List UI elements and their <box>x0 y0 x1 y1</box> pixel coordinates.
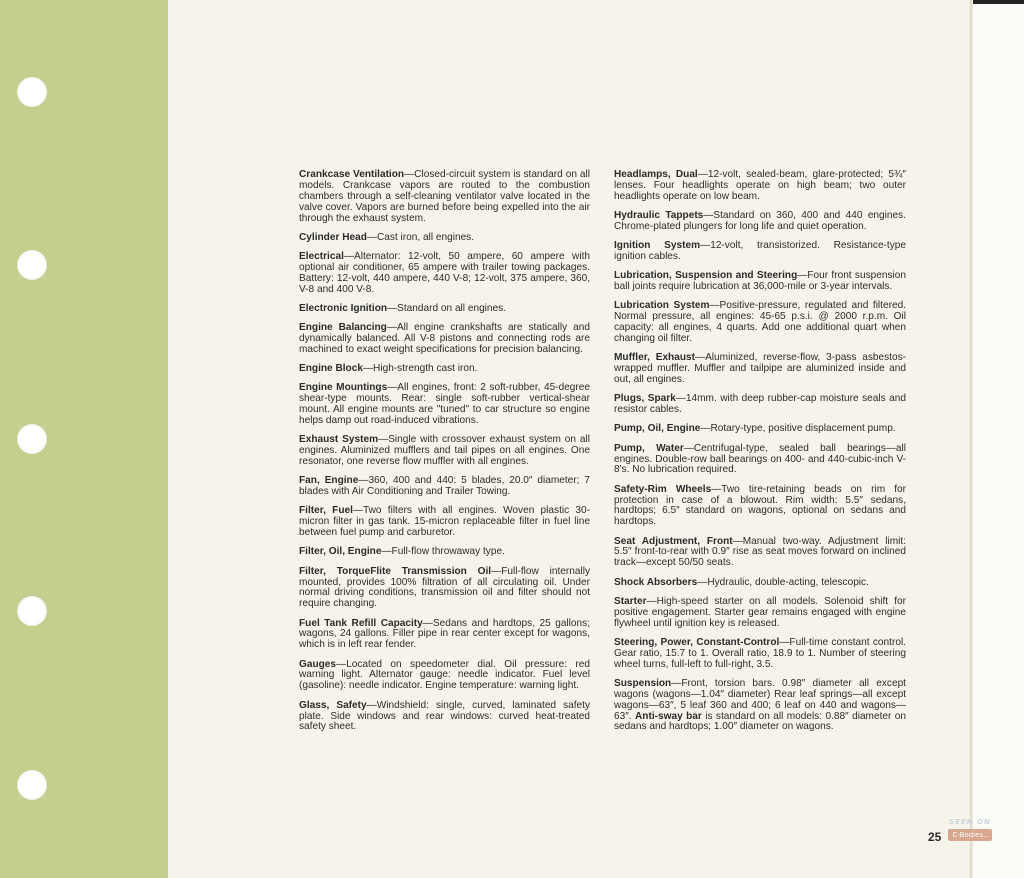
spec-term: Anti-sway bar <box>635 710 702 722</box>
spec-entry <box>614 597 906 630</box>
spec-entry <box>614 353 906 386</box>
binder-hole <box>17 250 47 280</box>
spec-entry <box>614 241 906 263</box>
watermark-top-text: SEEN ON <box>949 818 991 826</box>
spec-term: Plugs, Spark <box>614 393 676 405</box>
spec-term: Lubrication, Suspension and Steering <box>614 270 798 282</box>
spec-description: —Full-time constant control. Gear ratio, 15.7 to 1. Overall ratio, 18.9 to 1. Number of steering wheel turns, full-left to full-right, 3.5. <box>614 636 906 670</box>
spec-description: —12-volt, transistorized. Resistance-type ignition cables. <box>614 240 906 263</box>
spec-description: —Manual two-way. Adjustment limit: 5.5″ front-to-rear with 0.9″ rise as seat moves forward on inclined track—except 50/50 seats. <box>614 535 906 569</box>
spec-term: Lubrication System <box>614 300 710 312</box>
spec-description: —Windshield: single, curved, laminated safety plate. Side windows and rear windows: curved heat-treated safety sheet. <box>299 699 590 733</box>
spec-term: Shock Absorbers <box>614 576 698 588</box>
spec-term: Cylinder Head <box>299 231 367 243</box>
spec-entry <box>614 170 906 203</box>
spec-description: —Two tire-retaining beads on rim for protection in case of a blowout. Rim width: 5.5″ sedans, hardtops; 6.5″ standard on wagons, optional on sedans and hardtops. <box>614 483 906 528</box>
spec-term: Pump, Water <box>614 442 684 454</box>
spec-term: Suspension <box>614 677 672 689</box>
spec-description: —All engine crankshafts are statically and dynamically balanced. All V-8 pistons and connecting rods are machined to exact weight specifications for precision balancing. <box>299 322 590 355</box>
spec-entry <box>614 485 906 529</box>
spec-description: —Two filters with all engines. Woven plastic 30-micron filter in gas tank. 15-micron replaceable filter in fuel line between fuel pump and carburetor. <box>299 505 590 539</box>
binder-strip <box>0 0 168 878</box>
spec-term: Filter, Fuel <box>299 505 353 517</box>
spec-term: Headlamps, Dual <box>614 169 698 180</box>
binder-hole <box>17 770 47 800</box>
spec-description: —Front, torsion bars. 0.98″ diameter all except wagons (wagons—1.04″ diameter) Rear leaf springs—all except wagons—63″, 5 leaf 360 and 400; 6 leaf on 440 and wagons—63″. <box>614 677 906 722</box>
binder-hole <box>17 424 47 454</box>
spec-term: Filter, TorqueFlite Transmission Oil <box>299 565 492 577</box>
spec-description: —14mm. with deep rubber-cap moisture seals and resistor cables. <box>614 393 906 416</box>
spec-column-left <box>299 170 590 742</box>
spec-description: —High-speed starter on all models. Solenoid shift for positive engagement. Starter gear remains engaged with engine flywheel until ignition key is released. <box>614 595 906 629</box>
spec-description: —Standard on all engines. <box>387 302 507 314</box>
spec-entry <box>299 323 590 356</box>
spec-term: Muffler, Exhaust <box>614 352 695 364</box>
spec-description: —Full-flow throwaway type. <box>381 546 505 558</box>
spec-entry <box>299 660 590 693</box>
spec-term: Engine Mountings <box>299 382 388 394</box>
spec-entry <box>614 301 906 345</box>
spec-entry <box>299 304 590 315</box>
spec-description: —All engines, front: 2 soft-rubber, 45-degree shear-type mounts. Rear: single soft-rubber vertical-shear mount. All engine mounts are "tuned" to car structure so engine helps damp out road-induced vibrations. <box>299 382 591 427</box>
spec-description: —Positive-pressure, regulated and filtered. Normal pressure, all engines: 45-65 p.s.i. @ 2000 r.p.m. Oil capacity: all engines, 4 quarts. Add one additional quart when changing oil filter. <box>614 300 906 345</box>
spec-entry <box>614 211 906 233</box>
top-edge-bar <box>973 0 1024 4</box>
spec-entry <box>299 252 590 296</box>
spec-term: Starter <box>614 595 647 607</box>
spec-description: —Centrifugal-type, sealed ball bearings—all engines. Double-row ball bearings on 400- and 440-cubic-inch V-8's. No lubrication required. <box>614 442 906 476</box>
spec-entry <box>299 170 590 225</box>
spec-description: —Located on speedometer dial. Oil pressure: red warning light. Alternator gauge: needle indicator. Fuel level (gasoline): needle indicator. Engine temperature: warning light. <box>299 658 590 692</box>
spec-entry <box>614 424 906 435</box>
spec-description: —360, 400 and 440: 5 blades, 20.0″ diameter; 7 blades with Air Conditioning and Trailer Towing. <box>299 475 590 498</box>
spec-term: Pump, Oil, Engine <box>614 423 701 435</box>
page-number: 25 <box>928 830 942 844</box>
spec-term: Exhaust System <box>299 434 379 446</box>
spec-entry <box>299 233 590 244</box>
spec-term: Engine Balancing <box>299 322 387 334</box>
spec-term: Electronic Ignition <box>299 302 388 314</box>
spec-term: Electrical <box>299 251 344 263</box>
spec-entry <box>299 701 590 734</box>
spec-description: —Alternator: 12-volt, 50 ampere, 60 ampere with optional air conditioner, 65 ampere with trailer towing packages. Battery: 12-volt, 440 ampere, 440 V-8; 12-volt, 375 ampere, 360, V-8 and 400 V-8. <box>299 251 590 295</box>
spec-entry <box>614 394 906 416</box>
spec-description: —Cast iron, all engines. <box>366 231 475 243</box>
spec-term: Crankcase Ventilation <box>299 169 405 180</box>
spec-description: —Single with crossover exhaust system on all engines. Aluminized mufflers and tail pipes on all engines. One resonator, one reverse flow muffler with all engines. <box>299 434 591 468</box>
right-margin <box>973 0 1024 878</box>
spec-entry <box>299 506 590 539</box>
spec-term: Glass, Safety <box>299 699 367 711</box>
spec-term: Engine Block <box>299 363 363 375</box>
spec-description: —Full-flow internally mounted, provides 100% filtration of all circulating oil. Under normal driving conditions, transmission oil and filter should not require changing. <box>299 565 590 610</box>
spec-entry <box>299 435 590 468</box>
spec-entry <box>614 537 906 570</box>
binder-hole <box>17 77 47 107</box>
spec-description: —Sedans and hardtops, 25 gallons; wagons, 24 gallons. Filler pipe in rear center except for wagons, which is in left rear fender. <box>299 617 590 651</box>
spec-term: Filter, Oil, Engine <box>299 546 382 558</box>
binder-hole <box>17 596 47 626</box>
spec-entry <box>614 578 906 589</box>
spec-description: —Aluminized, reverse-flow, 3-pass asbestos-wrapped muffler. Muffler and tailpipe are aluminized inside and out, all engines. <box>614 352 906 386</box>
spec-description: —Rotary-type, positive displacement pump. <box>700 423 896 435</box>
watermark-logo[interactable] <box>943 818 997 854</box>
watermark-bottom-text: C-Bodies.. <box>948 829 991 841</box>
spec-entry <box>299 364 590 375</box>
spec-entry <box>299 547 590 558</box>
spec-term: Gauges <box>299 658 337 670</box>
spec-description: —High-strength cast iron. <box>362 363 478 375</box>
spec-entry <box>614 638 906 671</box>
spec-entry <box>614 271 906 293</box>
spec-term: Fan, Engine <box>299 475 359 487</box>
spec-entry <box>299 476 590 498</box>
spec-entry <box>299 383 590 427</box>
spec-description: —12-volt, sealed-beam, glare-protected; 5¾″ lenses. Four headlights operate on high beam; two outer headlights operate on low beam. <box>614 169 906 202</box>
spec-description: —Four front suspension ball joints require lubrication at 36,000-mile or 3-year intervals. <box>614 270 906 293</box>
spec-term: Hydraulic Tappets <box>614 210 704 222</box>
spec-term: Safety-Rim Wheels <box>614 483 712 495</box>
spec-term: Seat Adjustment, Front <box>614 535 733 547</box>
spec-description: is standard on all models: 0.88″ diameter on sedans and hardtops; 1.00″ diameter on wagons. <box>614 710 906 733</box>
spec-description: —Standard on 360, 400 and 440 engines. Chrome-plated plungers for long life and quiet operation. <box>614 210 906 232</box>
spec-entry <box>299 567 590 611</box>
spec-description: —Closed-circuit system is standard on all models. Crankcase vapors are routed to the combustion chambers through a self-cleaning ventilator valve located in the valve cover. Vapors are burned before being expelled into the air through the exhaust system. <box>299 169 591 224</box>
spec-term: Steering, Power, Constant-Control <box>614 636 780 648</box>
spec-term: Ignition System <box>614 240 701 252</box>
spec-description: —Hydraulic, double-acting, telescopic. <box>697 576 869 588</box>
spec-entry <box>299 619 590 652</box>
spec-entry <box>614 444 906 477</box>
spec-term: Fuel Tank Refill Capacity <box>299 617 423 629</box>
spec-entry <box>614 679 906 734</box>
spec-column-right <box>614 170 906 742</box>
